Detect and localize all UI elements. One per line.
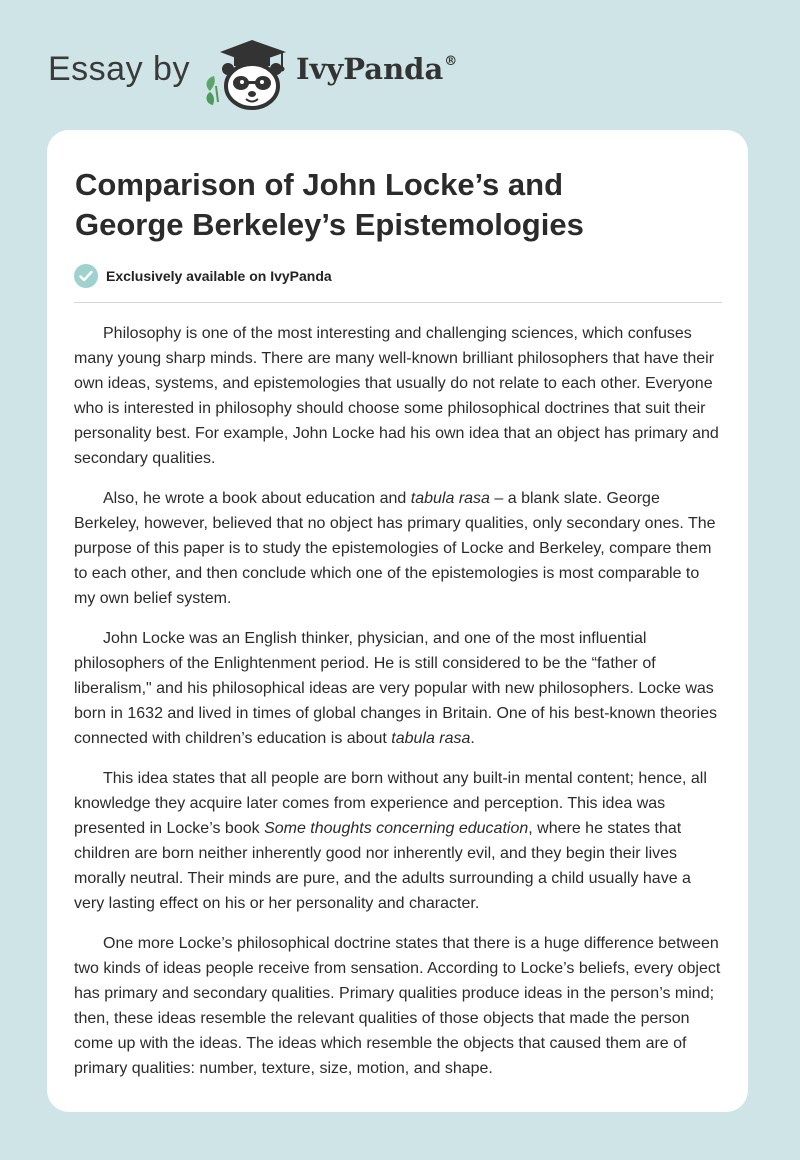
paragraph-3 — [74, 626, 724, 751]
paragraph-4 — [74, 766, 724, 916]
paragraph-2-part-a: Also, he wrote a book about education and — [103, 490, 411, 507]
paragraph-5: One more Locke’s philosophical doctrine states that there is a huge difference between two kinds of ideas people receive from sensation. According to Locke’s beliefs, every object has primary and secondary qualities. Primary qualities produce ideas in the person’s mind; then, these ideas resemble the relevant qualities of those objects that made the person come up with the ideas. The ideas which resemble the objects that caused them are of primary qualities: number, texture, size, motion, and shape. — [74, 935, 721, 1077]
site-header — [0, 0, 800, 130]
registered-mark: ® — [444, 54, 458, 69]
exclusive-badge — [74, 264, 332, 288]
paragraph-1: Philosophy is one of the most interesting and challenging sciences, which confuses many young sharp minds. There are many well-known brilliant philosophers that have their own ideas, systems, and epistemologies that usually do not relate to each other. Everyone who is interested in philosophy should choose some philosophical doctrines that suit their personality best. For example, John Locke had his own idea that an object has primary and secondary qualities. — [74, 325, 719, 467]
essay-card — [47, 130, 748, 1112]
paragraph-2-italic: tabula rasa — [410, 490, 490, 507]
paragraph-4-italic: Some thoughts concerning education — [264, 820, 529, 837]
essay-by-label: Essay by — [48, 50, 190, 88]
essay-title — [75, 165, 715, 245]
brand-text: IvyPanda — [296, 52, 444, 86]
essay-title-line-2: George Berkeley’s Epistemologies — [75, 207, 584, 242]
ivypanda-panda-logo-icon[interactable] — [200, 36, 290, 110]
title-divider — [74, 302, 722, 303]
paragraph-4-part-b: , where he states that children are born neither inherently good nor inherently evil, and they begin their lives morally neutral. Their minds are pure, and the adults surrounding a child usually have a very lasting effect on his or her personality and character. — [74, 820, 691, 912]
brand-name[interactable] — [296, 52, 457, 86]
paragraph-3-italic: tabula rasa — [391, 730, 471, 747]
paragraph-2 — [74, 486, 724, 611]
paragraph-3-part-b: . — [470, 730, 475, 747]
paragraph-4-part-a: This idea states that all people are born without any built-in mental content; hence, all knowledge they acquire later comes from experience and perception. This idea was presented in Locke’s book — [74, 770, 707, 837]
essay-body — [74, 321, 724, 1096]
paragraph-3-part-a: John Locke was an English thinker, physician, and one of the most influential philosophers of the Enlightenment period. He is still considered to be the “father of liberalism," and his philosophical ideas are very popular with new philosophers. Locke was born in 1632 and lived in times of global changes in Britain. One of his best-known theories connected with children’s education is about — [74, 630, 718, 747]
exclusive-badge-text: Exclusively available on IvyPanda — [106, 268, 332, 284]
paragraph-2-part-b: – a blank slate. George Berkeley, however, believed that no object has primary qualities, only secondary ones. The purpose of this paper is to study the epistemologies of Locke and Berkeley, compare them to each other, and then conclude which one of the epistemologies is most comparable to my own belief system. — [74, 490, 716, 607]
check-circle-icon — [74, 264, 98, 288]
essay-title-line-1: Comparison of John Locke’s and — [75, 167, 564, 202]
